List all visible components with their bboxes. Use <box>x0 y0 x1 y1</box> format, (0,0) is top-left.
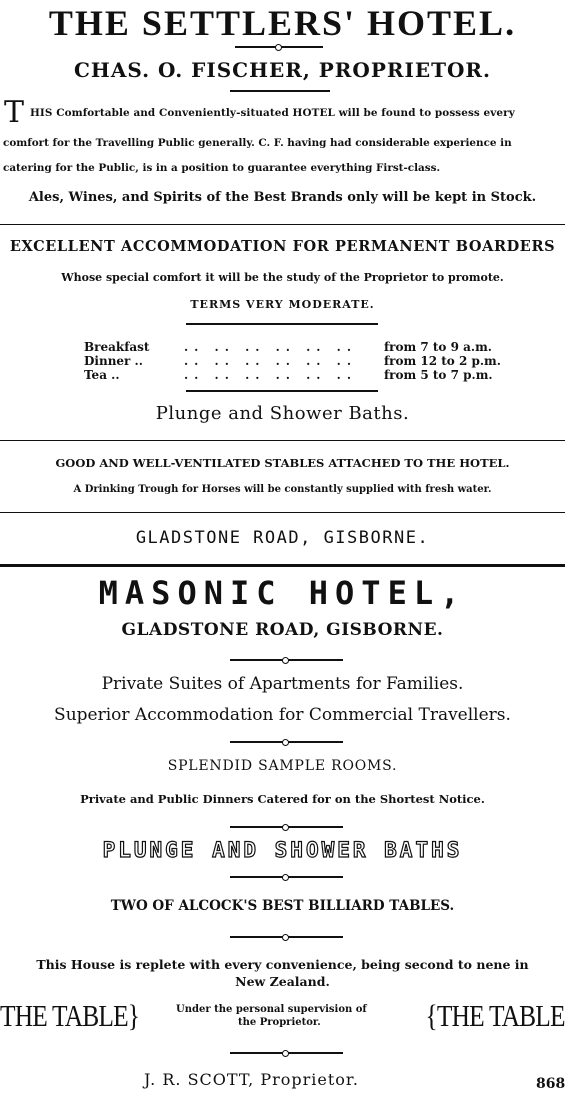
ref-number: 868 <box>536 1076 565 1092</box>
masonic-address: GLADSTONE ROAD, GISBORNE. <box>121 620 444 640</box>
intro-line-3: catering for the Public, is in a position to guarantee everything First-class. <box>3 162 441 174</box>
meal-times <box>84 340 504 382</box>
meal-row <box>84 340 504 354</box>
billiards-line: TWO OF ALCOCK'S BEST BILLIARD TABLES. <box>110 898 455 914</box>
table-left: THE TABLE} <box>0 998 140 1033</box>
intro-line-1: HIS Comfortable and Conveniently-situated HOTEL will be found to possess every <box>30 107 515 119</box>
meal-time: from 5 to 7 p.m. <box>384 368 493 382</box>
divider-rule <box>230 741 343 743</box>
settlers-address: GLADSTONE ROAD, GISBORNE. <box>135 528 430 548</box>
section-rule <box>0 512 565 513</box>
divider-rule <box>230 90 330 92</box>
section-rule <box>0 224 565 225</box>
meal-row <box>84 354 504 368</box>
divider-rule <box>230 659 343 661</box>
meal-time: from 7 to 9 a.m. <box>384 340 492 354</box>
divider-rule <box>230 936 343 938</box>
masonic-title: MASONIC HOTEL, <box>98 574 467 612</box>
stables-line: GOOD AND WELL-VENTILATED STABLES ATTACHED TO THE HOTEL. <box>55 456 510 470</box>
meal-name: Breakfast <box>84 340 150 354</box>
masonic-proprietor: J. R. SCOTT, Proprietor. <box>144 1070 359 1089</box>
meal-name: Dinner .. <box>84 354 143 368</box>
divider-rule <box>230 1052 343 1054</box>
masonic-baths: PLUNGE AND SHOWER BATHS <box>102 838 463 862</box>
trough-line: A Drinking Trough for Horses will be constantly supplied with fresh water. <box>73 484 492 495</box>
meal-time: from 12 to 2 p.m. <box>384 354 501 368</box>
meal-dots: .. .. .. .. .. .. <box>184 340 358 354</box>
accommodation-heading: EXCELLENT ACCOMMODATION FOR PERMANENT BOARDERS <box>9 238 556 255</box>
intro-dropcap: T <box>4 95 25 130</box>
table-note-2: the Proprietor. <box>238 1017 321 1028</box>
section-rule <box>0 440 565 441</box>
settlers-proprietor: CHAS. O. FISCHER, PROPRIETOR. <box>74 58 491 82</box>
ales-line: Ales, Wines, and Spirits of the Best Brands only will be kept in Stock. <box>28 190 537 205</box>
table-note-1: Under the personal supervision of <box>176 1004 367 1015</box>
ad-separator <box>0 564 565 567</box>
meal-name: Tea .. <box>84 368 120 382</box>
intro-line-2: comfort for the Travelling Public generally. C. F. having had considerable experience in <box>3 137 512 149</box>
divider-rule <box>186 390 378 392</box>
divider-rule <box>230 826 343 828</box>
divider-rule <box>230 876 343 878</box>
meal-dots: .. .. .. .. .. .. <box>184 368 358 382</box>
dinners-line: Private and Public Dinners Catered for on the Shortest Notice. <box>80 792 485 806</box>
divider-rule <box>235 46 323 48</box>
table-right: {THE TABLE <box>425 998 565 1033</box>
meal-row <box>84 368 504 382</box>
sample-rooms-line: SPLENDID SAMPLE ROOMS. <box>167 758 398 774</box>
divider-rule <box>186 323 378 325</box>
replete-line-2: New Zealand. <box>235 974 330 989</box>
meal-dots: .. .. .. .. .. .. <box>184 354 358 368</box>
terms-line: TERMS VERY MODERATE. <box>190 298 375 311</box>
commercial-line: Superior Accommodation for Commercial Travellers. <box>54 705 511 725</box>
replete-line-1: This House is replete with every convenience, being second to nene in <box>36 957 529 972</box>
settlers-title: THE SETTLERS' HOTEL. <box>48 3 517 43</box>
suites-line: Private Suites of Apartments for Families. <box>101 674 464 694</box>
comfort-line: Whose special comfort it will be the study of the Proprietor to promote. <box>61 271 504 284</box>
settlers-baths: Plunge and Shower Baths. <box>155 403 410 424</box>
